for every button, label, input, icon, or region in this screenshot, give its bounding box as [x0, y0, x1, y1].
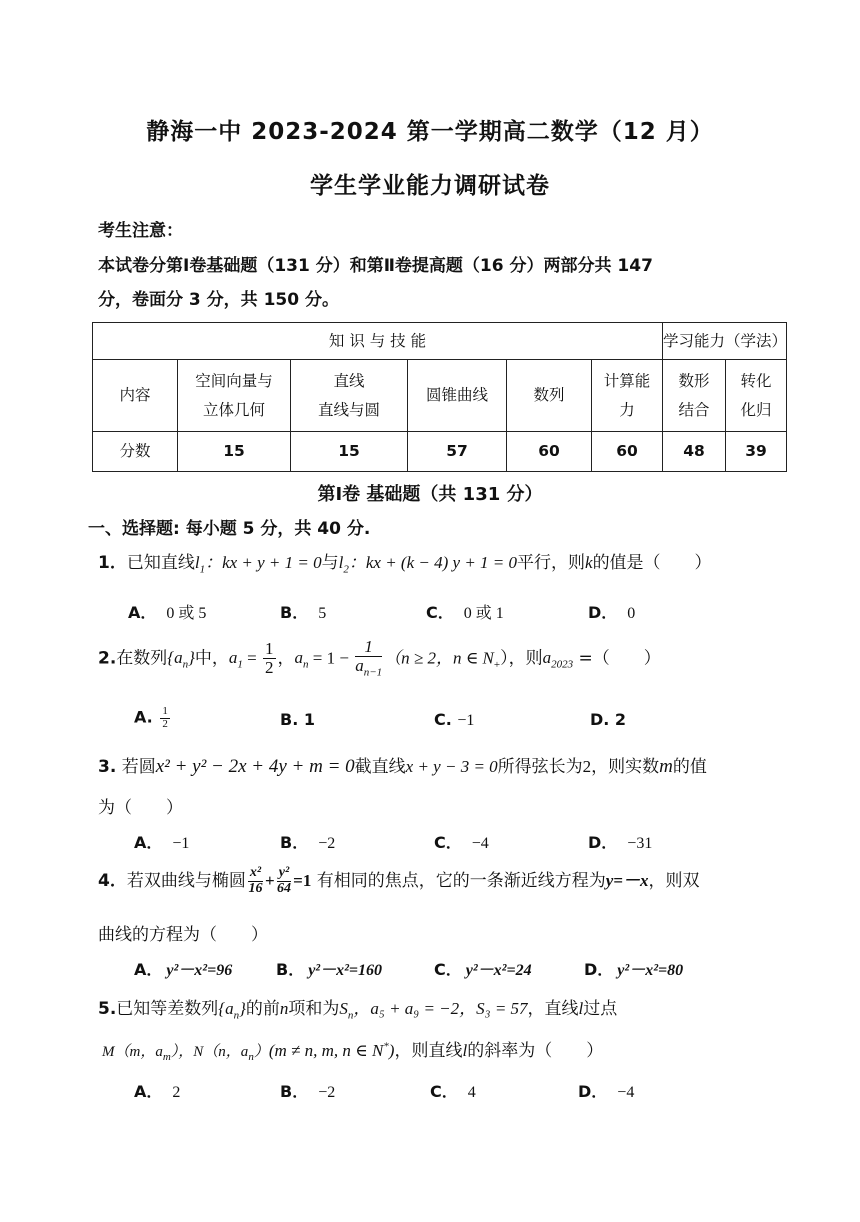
table-score-cell: 57 — [408, 432, 507, 472]
q3-option-b: B． −2 — [280, 833, 336, 852]
q2-option-b: B. 1 — [280, 710, 315, 729]
table-score-cell: 60 — [592, 432, 663, 472]
q3-option-a: A． −1 — [134, 833, 190, 852]
table-group-ability: 学习能力（学法） — [663, 323, 787, 360]
q2-option-c: C. −1 — [434, 710, 475, 729]
notice-heading: 考生注意： — [98, 221, 183, 241]
notice-text-2: 分，卷面分 3 分，共 150 分。 — [98, 290, 339, 310]
table-score-cell: 48 — [663, 432, 726, 472]
notice-text-1: 本试卷分第Ⅰ卷基础题（131 分）和第Ⅱ卷提高题（16 分）两部分共 147 — [98, 256, 653, 276]
exam-subtitle: 学生学业能力调研试卷 — [310, 173, 550, 199]
table-header-cell: 数形 结合 — [663, 360, 726, 432]
table-score-cell: 15 — [291, 432, 408, 472]
question-3-line2: 为（ ） — [98, 798, 183, 818]
question-5-line2: M（m，$a_m$），N（n，$a_n)(m \ne n$, m, n ∈ N*)，则直线l的斜率为（ ） — [102, 1040, 604, 1063]
table-header-cell: 数列 — [507, 360, 592, 432]
table-score-cell: 60 — [507, 432, 592, 472]
q5-option-c: C． 4 — [430, 1082, 476, 1101]
question-5: 5.已知等差数列$\{a_n\}$的前n项和为$S_n$，a₅ + a₉ = −2，S₃ = 57，直线l过点 — [98, 999, 618, 1022]
q2-option-a: A. $\frac{1}{2}$ — [134, 705, 168, 730]
exam-title: 静海一中 2023-2024 第一学期高二数学（12 月） — [146, 119, 714, 145]
q3-option-d: D． −31 — [588, 833, 653, 852]
table-header-cell: 转化 化归 — [726, 360, 787, 432]
q1-option-d: D． 0 — [588, 603, 636, 622]
q1-option-b: B． 5 — [280, 603, 327, 622]
table-header-cell: 计算能 力 — [592, 360, 663, 432]
q5-option-a: A． 2 — [134, 1082, 181, 1101]
table-group-knowledge: 知 识 与 技 能 — [93, 323, 663, 360]
table-header-cell: 直线 直线与圆 — [291, 360, 408, 432]
question-4: 4．若双曲线与椭圆 $\frac{\text{x²}}{16}$ + $\frac{\text{y²}}{64}$ =1 有相同的焦点，它的一条渐近线方程为y=－x，则双 — [98, 865, 700, 896]
question-4-line2: 曲线的方程为（ ） — [98, 925, 268, 945]
q1-option-c: C． 0 或 1 — [426, 603, 504, 622]
q1-option-a: A． 0 或 5 — [128, 603, 207, 622]
question-1: 1．已知直线$l_1$：kx + y + 1 = 0与$l_2$：kx + (k − 4) y + 1 = 0平行，则k的值是（ ） — [98, 553, 712, 576]
part-one-heading: 一、选择题: 每小题 5 分，共 40 分. — [88, 519, 371, 539]
question-2: 2.在数列$\{a_n\}$中，$a_1$ = $\frac{1}{2}$ ，$a_n = 1$ − $\frac{1}{a_{n-1}}$ （n ≥ 2，n ∈ $N_+$），则$a_{2023}$ =（ ） — [98, 637, 661, 679]
table-header-cell: 圆锥曲线 — [408, 360, 507, 432]
q4-option-a: A． y²－x²=96 — [134, 960, 233, 979]
q4-option-b: B． y²－x²=160 — [276, 960, 383, 979]
table-score-cell: 39 — [726, 432, 787, 472]
score-table — [92, 322, 787, 472]
q5-option-b: B． −2 — [280, 1082, 336, 1101]
q2-option-d: D. 2 — [590, 710, 627, 729]
question-3: 3. 若圆x² + y² − 2x + 4y + m = 0截直线x + y − 3 = 0所得弦长为2，则实数m的值 — [98, 756, 707, 777]
q4-option-d: D． y²－x²=80 — [584, 960, 684, 979]
table-header-cell: 空间向量与 立体几何 — [178, 360, 291, 432]
q5-option-d: D． −4 — [578, 1082, 635, 1101]
table-row-label-score: 分数 — [93, 432, 178, 472]
table-score-cell: 15 — [178, 432, 291, 472]
q3-option-c: C． −4 — [434, 833, 489, 852]
table-row-label-content: 内容 — [93, 360, 178, 432]
section-title: 第Ⅰ卷 基础题（共 131 分） — [317, 484, 543, 505]
q4-option-c: C． y²－x²=24 — [434, 960, 532, 979]
